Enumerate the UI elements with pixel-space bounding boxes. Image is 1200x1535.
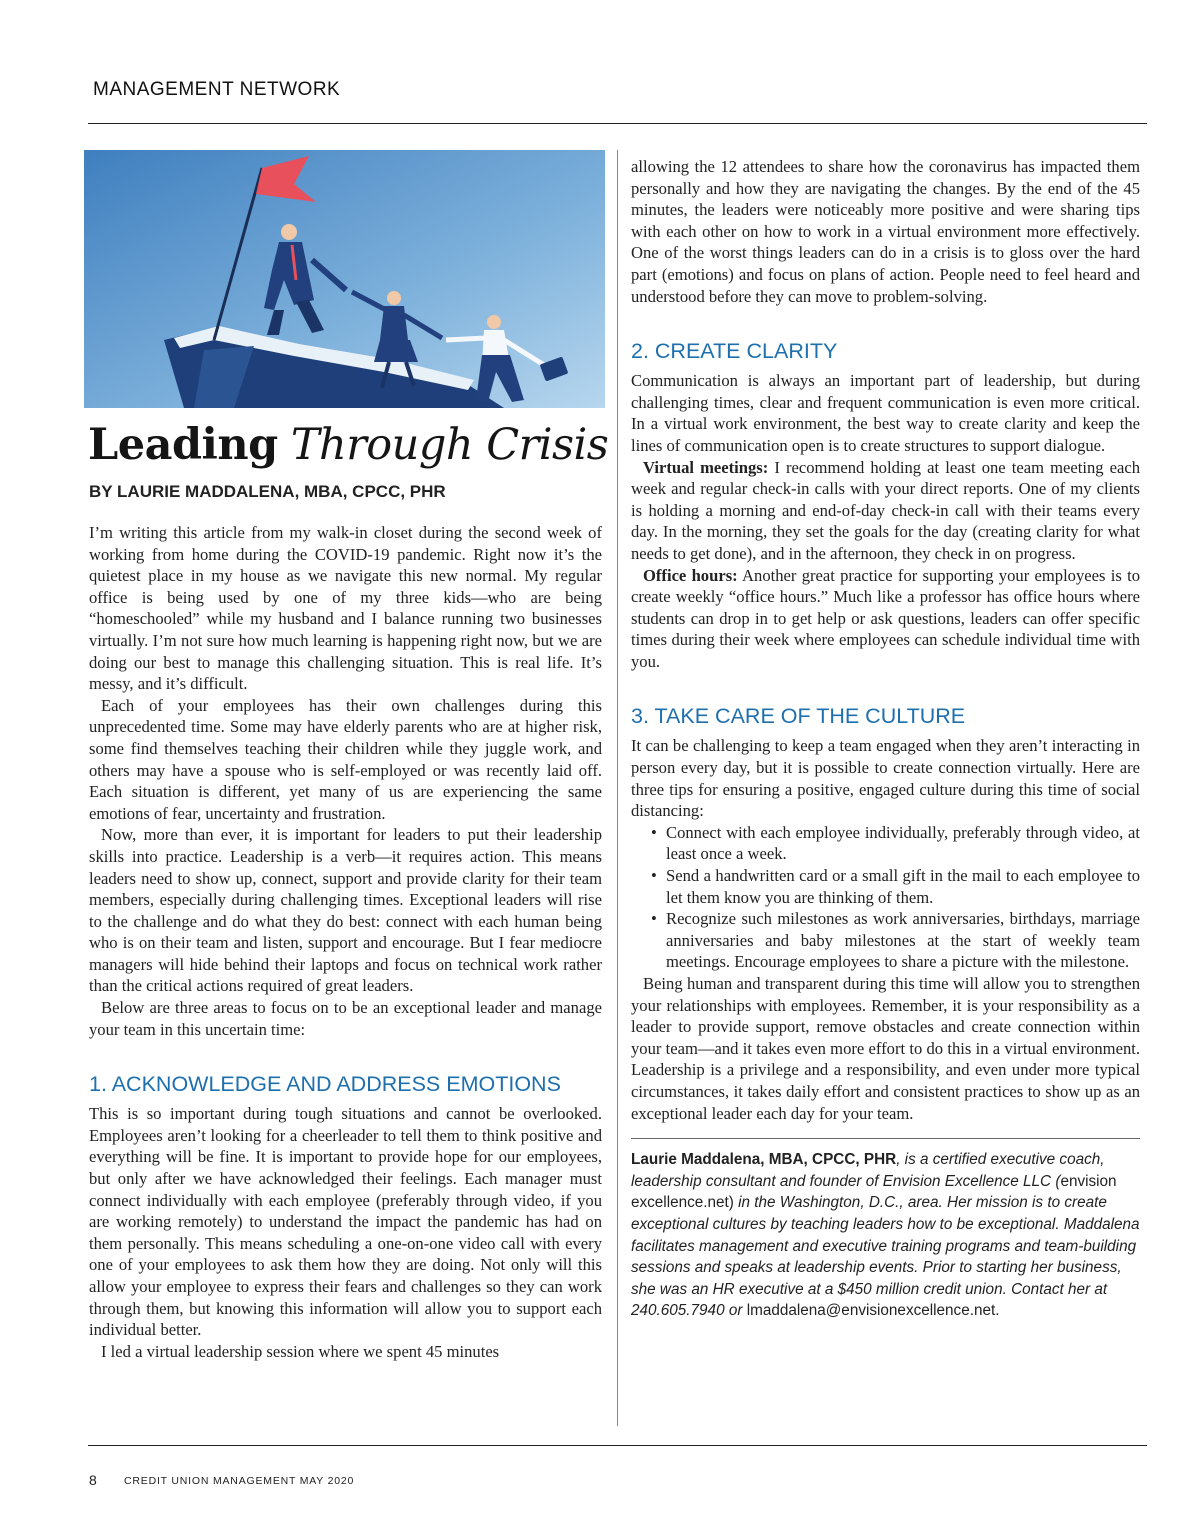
tip-item: • Send a handwritten card or a small gift in the mail to each employee to let them know you are thinking of them. [651, 865, 1140, 908]
section-label: MANAGEMENT NETWORK [93, 79, 341, 100]
section-2-heading: 2. CREATE CLARITY [631, 339, 838, 364]
author-bio [631, 1149, 1140, 1322]
leaders-climbing-illustration [84, 150, 605, 408]
bio-website-link[interactable]: envision excellence.net) [631, 1172, 1117, 1212]
top-rule [88, 123, 1147, 124]
byline: BY LAURIE MADDALENA, MBA, CPCC, PHR [89, 482, 446, 501]
bio-text-1: , is a certified executive coach, leadership consultant and founder of Envision Excellence LLC ( [631, 1151, 1105, 1190]
bio-author-name: Laurie Maddalena, MBA, CPCC, PHR [631, 1151, 897, 1169]
page-number: 8 [89, 1472, 97, 1488]
intro-paragraph-1: I’m writing this article from my walk-in closet during the second week of working from home during the COVID-19 pandemic. Right now it’s the quietest place in my house as we navigate this new normal. My regular office is being used by one of my three kids—who are being “homeschooled” while my husband and I balance running two businesses virtually. I’m not sure how much learning is happening right now, but we are doing our best to manage this challenging situation. This is real life. It’s messy, and it’s difficult. [89, 523, 602, 694]
section-1-paragraph-1: This is so important during tough situations and cannot be overlooked. Employees aren’t looking for a cheerleader to tell them to think positive and everything will be fine. It is important to provide hope for our employees, but only after we have acknowledged their feelings. Each manager must connect individually with each employee (preferably through video, if you are working remotely) to understand the impact the pandemic has had on them personally. This means scheduling a one-on-one video call with every one of your employees to ask them how they are doing. Not only will this allow your employee to express their fears and challenges so they can work through them, but knowing this information will allow you to support each individual better. [89, 1104, 602, 1340]
article-title [88, 420, 608, 470]
tips-list [631, 822, 1140, 973]
bottom-rule [88, 1445, 1147, 1446]
office-hours-text: Another great practice for supporting your employees is to create weekly “office hours.” Much like a professor has office hours where students can drop in to get help or ask questions, leaders can offer specific times during their week where employees can schedule individual time with you. [631, 565, 1140, 671]
bio-text-2: in the Washington, D.C., area. Her mission is to create exceptional cultures by teaching leaders how to be exceptional. Maddalena facilitates management and executive training programs and team-building sessions and speaks at leadership events. Prior to starting her business, she was an HR executive at a $450 million credit union. Contact her at 240.605.7940 or [631, 1194, 1140, 1320]
section-2-paragraph-1: Communication is always an important part of leadership, but during challenging times, clear and frequent communication is even more critical. In a virtual work environment, the best way to create clarity and keep the lines of communication open is to create structures to support dialogue. [631, 371, 1140, 455]
hero-illustration [84, 150, 605, 408]
section-2-paragraph-2 [631, 457, 1140, 565]
tip-item: • Recognize such milestones as work anniversaries, birthdays, marriage anniversaries and baby milestones at the start of weekly team meetings. Encourage employees to share a picture with the milestone. [651, 908, 1140, 973]
bio-email-link[interactable]: lmaddalena@envisionexcellence.net [746, 1302, 996, 1320]
title-italic-part: Through Crisis [290, 420, 609, 470]
bio-divider [631, 1138, 1140, 1139]
section-3-paragraph-2: Being human and transparent during this time will allow you to strengthen your relationships with employees. Remember, it is your responsibility as a leader to provide support, remove obstacles and create connection within your team—and it takes even more effort to do this in a virtual environment. Leadership is a privilege and a responsibility, and even under more typical circumstances, it takes daily effort and consistent practices to show up as an exceptional leader each day for your team. [631, 974, 1140, 1123]
virtual-meetings-lead: Virtual meetings: [643, 457, 769, 477]
publication-footer: CREDIT UNION MANAGEMENT MAY 2020 [124, 1475, 355, 1487]
intro-paragraph-2: Each of your employees has their own challenges during this unprecedented time. Some may have elderly parents who are at higher risk, some find themselves teaching their children while they juggle work, and others may have a spouse who is self-employed or was recently laid off. Each situation is different, yet many of us are experiencing the same emotions of fear, uncertainty and frustration. [89, 695, 602, 823]
bio-end: . [995, 1302, 1000, 1320]
section-1-paragraph-2-continued: allowing the 12 attendees to share how the coronavirus has impacted them personally and how they are navigating the changes. By the end of the 45 minutes, the leaders were noticeably more positive and were sharing tips with each other on how to work in a virtual environment more effectively. One of the worst things leaders can do in a crisis is to gloss over the hard part (emotions) and focus on plans of action. People need to feel heard and understood before they can move to problem-solving. [631, 157, 1140, 306]
left-column [89, 522, 602, 1362]
section-3-heading: 3. TAKE CARE OF THE CULTURE [631, 704, 966, 729]
intro-paragraph-4: Below are three areas to focus on to be an exceptional leader and manage your team in this uncertain time: [89, 998, 602, 1039]
title-bold-part: Leading [88, 420, 278, 470]
section-3-paragraph-1: It can be challenging to keep a team engaged when they aren’t interacting in person every day, but it is possible to create connection virtually. Here are three tips for ensuring a positive, engaged culture during this time of social distancing: [631, 736, 1140, 821]
right-column [631, 156, 1140, 1322]
intro-paragraph-3: Now, more than ever, it is important for leaders to put their leadership skills into practice. Leadership is a verb—it requires action. This means leaders need to show up, connect, support and provide clarity for their team members, especially during challenging times. Exceptional leaders will rise to the challenge and do what they do best: connect with each human being who is on their team and listen, support and encourage. But I fear mediocre managers will hide behind their laptops and focus on technical work rather than the critical actions required of great leaders. [89, 825, 602, 996]
office-hours-lead: Office hours: [643, 565, 738, 585]
virtual-meetings-text: I recommend holding at least one team meeting each week and regular check-in calls with your direct reports. One of my clients is holding a morning and end-of-day check-in call with their teams every day. In the morning, they set the goals for the day (creating clarity for what needs to get done), and in the afternoon, they check in on progress. [631, 457, 1141, 563]
section-1-paragraph-2: I led a virtual leadership session where we spent 45 minutes [101, 1341, 500, 1361]
column-divider [617, 150, 618, 1426]
tip-item: • Connect with each employee individually, preferably through video, at least once a week. [651, 822, 1140, 865]
section-2-paragraph-3 [631, 565, 1140, 673]
section-1-heading: 1. ACKNOWLEDGE AND ADDRESS EMOTIONS [89, 1072, 561, 1097]
